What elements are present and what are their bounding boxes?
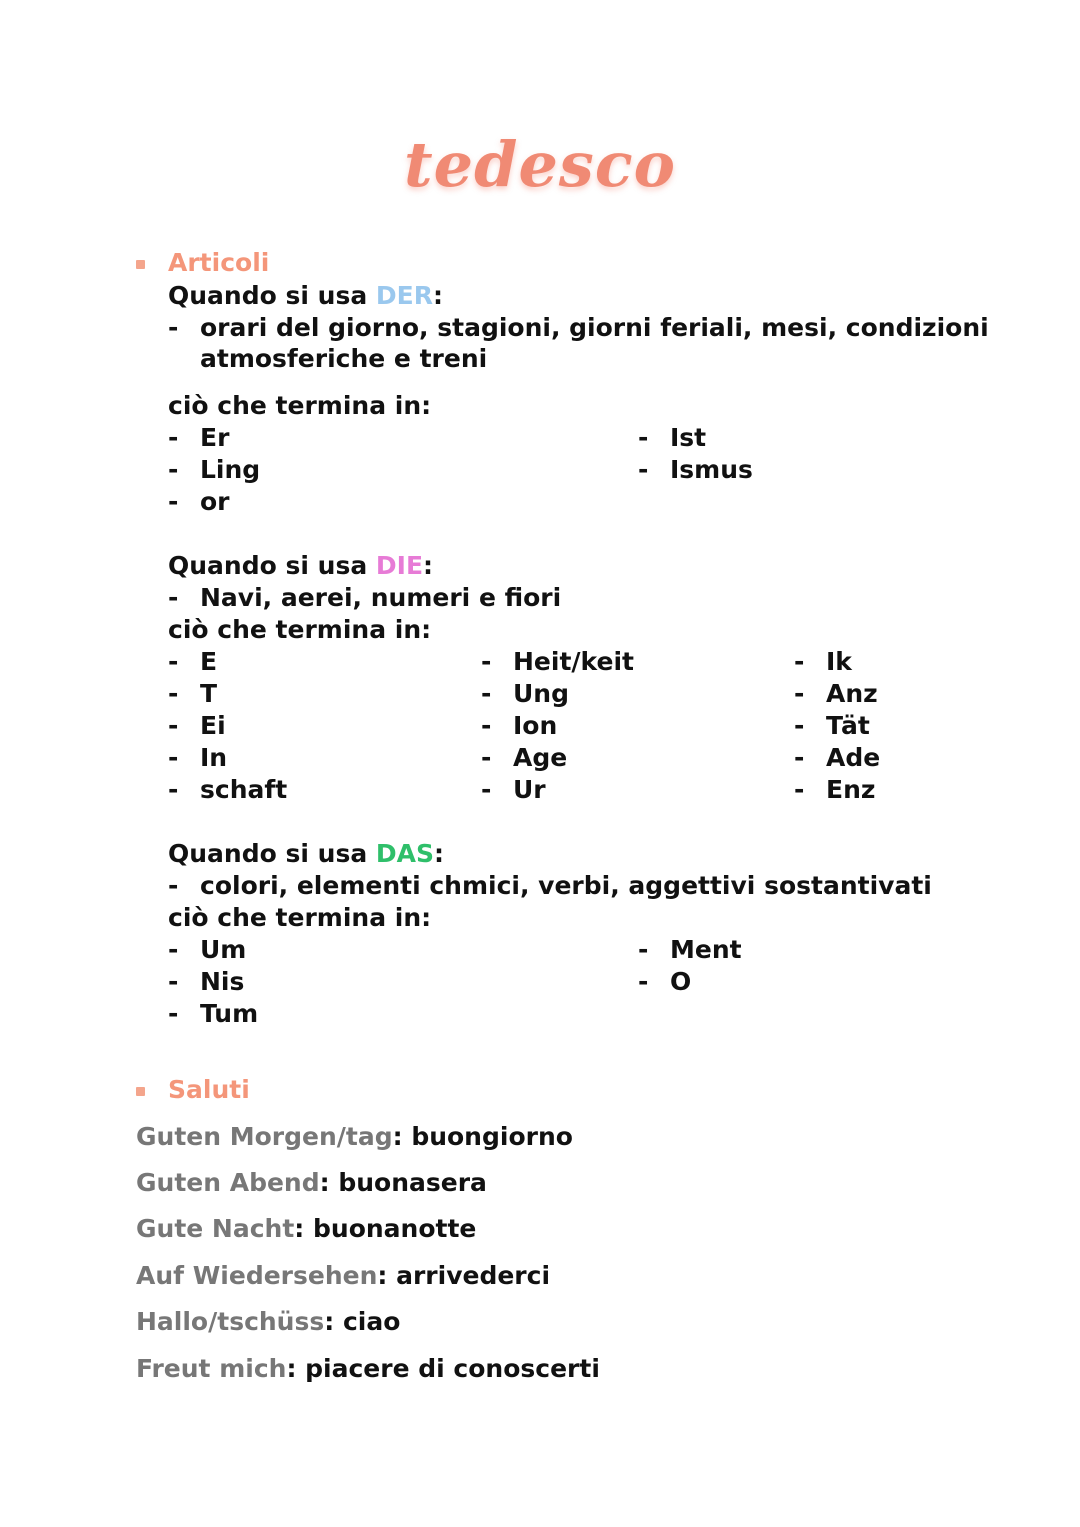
keyword-die: DIE: [375, 551, 424, 580]
list-item: - Ismus: [638, 455, 753, 484]
list-item: - T: [168, 679, 218, 708]
list-item: - Ung: [481, 679, 569, 708]
list-item: - Ment: [638, 935, 742, 964]
das-intro-colon: :: [434, 839, 445, 868]
die-intro-text: Quando si usa: [168, 551, 376, 580]
list-item: - Tum: [168, 999, 259, 1028]
list-item: - Ade: [794, 743, 881, 772]
list-item: - Ist: [638, 423, 707, 452]
das-intro-text: Quando si usa: [168, 839, 376, 868]
list-item: - or: [168, 487, 230, 516]
list-item: - Anz: [794, 679, 878, 708]
der-intro-text: Quando si usa: [168, 281, 376, 310]
list-item: - E: [168, 647, 218, 676]
greeting-row: Hallo/tschüss: ciao: [136, 1307, 401, 1336]
list-item: - Heit/keit: [481, 647, 634, 676]
section-heading-articoli: Articoli: [168, 248, 270, 277]
list-item: - Ion: [481, 711, 558, 740]
der-usage-dash: -: [168, 313, 179, 342]
die-intro: [168, 550, 433, 582]
bullet-icon: [136, 1087, 145, 1096]
page-title: tedesco: [404, 128, 676, 201]
list-item: - Ur: [481, 775, 546, 804]
list-item: - Um: [168, 935, 247, 964]
keyword-der: DER: [375, 281, 433, 310]
list-item: - O: [638, 967, 692, 996]
die-intro-colon: :: [423, 551, 434, 580]
list-item: - Tät: [794, 711, 870, 740]
list-item: - Enz: [794, 775, 876, 804]
greeting-row: Guten Morgen/tag: buongiorno: [136, 1122, 573, 1151]
list-item: - Ling: [168, 455, 261, 484]
list-item: - In: [168, 743, 228, 772]
das-usage: - colori, elementi chmici, verbi, aggettivi sostantivati: [168, 871, 932, 900]
der-endings-label: ciò che termina in:: [168, 391, 432, 420]
der-usage-line1: orari del giorno, stagioni, giorni feriali, mesi, condizioni: [200, 313, 989, 342]
keyword-das: DAS: [375, 839, 435, 868]
die-usage: - Navi, aerei, numeri e fiori: [168, 583, 562, 612]
list-item: - Ei: [168, 711, 226, 740]
der-usage-line2: atmosferiche e treni: [200, 344, 488, 373]
der-intro: [168, 280, 443, 312]
greeting-row: Gute Nacht: buonanotte: [136, 1214, 477, 1243]
greeting-row: Guten Abend: buonasera: [136, 1168, 487, 1197]
list-item: - Ik: [794, 647, 852, 676]
bullet-icon: [136, 260, 145, 269]
list-item: - Er: [168, 423, 230, 452]
list-item: - schaft: [168, 775, 288, 804]
greeting-row: Auf Wiedersehen: arrivederci: [136, 1261, 551, 1290]
list-item: - Nis: [168, 967, 245, 996]
die-endings-label: ciò che termina in:: [168, 615, 432, 644]
greeting-row: Freut mich: piacere di conoscerti: [136, 1354, 600, 1383]
das-intro: [168, 838, 444, 870]
section-heading-saluti: Saluti: [168, 1075, 250, 1104]
der-intro-colon: :: [433, 281, 443, 310]
list-item: - Age: [481, 743, 568, 772]
das-endings-label: ciò che termina in:: [168, 903, 432, 932]
